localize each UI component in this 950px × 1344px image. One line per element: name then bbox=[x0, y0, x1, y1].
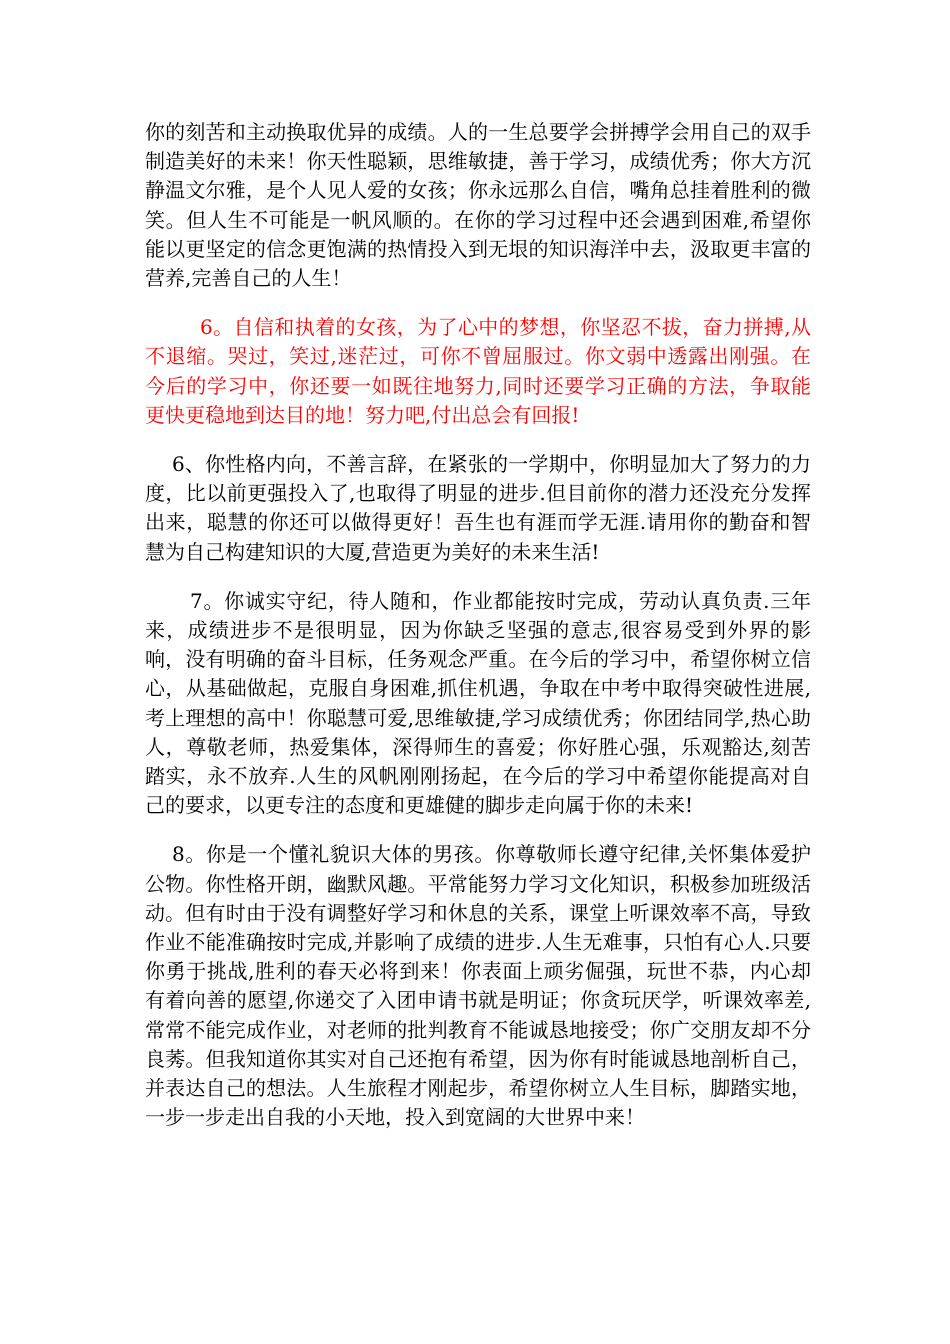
paragraph-continuation: 你的刻苦和主动换取优异的成绩。人的一生总要学会拼搏学会用自己的双手制造美好的未来！你天性聪颖，思维敏捷，善于学习，成绩优秀；你大方沉静温文尔雅，是个人见人爱的女孩；你永远那么自信，嘴角总挂着胜利的微笑。但人生不可能是一帆风顺的。在你的学习过程中还会遇到困难,希望你能以更坚定的信念更饱满的热情投入到无垠的知识海洋中去，汲取更丰富的营养,完善自己的人生！ bbox=[145, 120, 811, 291]
paragraph-7: 7。你诚实守纪，待人随和，作业都能按时完成，劳动认真负责.三年来，成绩进步不是很明显，因为你缺乏坚强的意志,很容易受到外界的影响，没有明确的奋斗目标，任务观念严重。在今后的学习中，希望你树立信心，从基础做起，克服自身困难,抓住机遇，争取在中考中取得突破性进展,考上理想的高中！你聪慧可爱,思维敏捷,学习成绩优秀；你团结同学,热心助人，尊敬老师，热爱集体，深得师生的喜爱；你好胜心强，乐观豁达,刻苦踏实，永不放弃.人生的风帆刚刚扬起，在今后的学习中希望你能提高对自己的要求，以更专注的态度和更雄健的脚步走向属于你的未来! bbox=[145, 588, 811, 818]
document-page bbox=[145, 118, 811, 1153]
paragraph-6: 6、你性格内向，不善言辞，在紧张的一学期中，你明显加大了努力的力度，比以前更强投入了,也取得了明显的进步.但目前你的潜力还没充分发挥出来，聪慧的你还可以做得更好！吾生也有涯而学无涯.请用你的勤奋和智慧为自己构建知识的大厦,营造更为美好的未来生活! bbox=[145, 452, 811, 564]
paragraph-6-highlighted: 6。自信和执着的女孩，为了心中的梦想，你坚忍不拔，奋力拼搏,从不退缩。哭过，笑过,迷茫过，可你不曾屈服过。你文弱中透露出刚强。在今后的学习中，你还要一如既往地努力,同时还要学习正确的方法，争取能更快更稳地到达目的地！努力吧,付出总会有回报! bbox=[145, 315, 811, 427]
paragraph-8: 8。你是一个懂礼貌识大体的男孩。你尊敬师长遵守纪律,关怀集体爱护公物。你性格开朗，幽默风趣。平常能努力学习文化知识，积极参加班级活动。但有时由于没有调整好学习和休息的关系，课堂上听课效率不高，导致作业不能准确按时完成,并影响了成绩的进步.人生无难事，只怕有心人.只要你勇于挑战,胜利的春天必将到来！你表面上顽劣倔强，玩世不恭，内心却有着向善的愿望,你递交了入团申请书就是明证；你贪玩厌学，听课效率差,常常不能完成作业，对老师的批判教育不能诚恳地接受；你广交朋友却不分良莠。但我知道你其实对自己还抱有希望，因为你有时能诚恳地剖析自己，并表达自己的想法。人生旅程才刚起步，希望你树立人生目标，脚踏实地，一步一步走出自我的小天地，投入到宽阔的大世界中来！ bbox=[145, 842, 811, 1130]
